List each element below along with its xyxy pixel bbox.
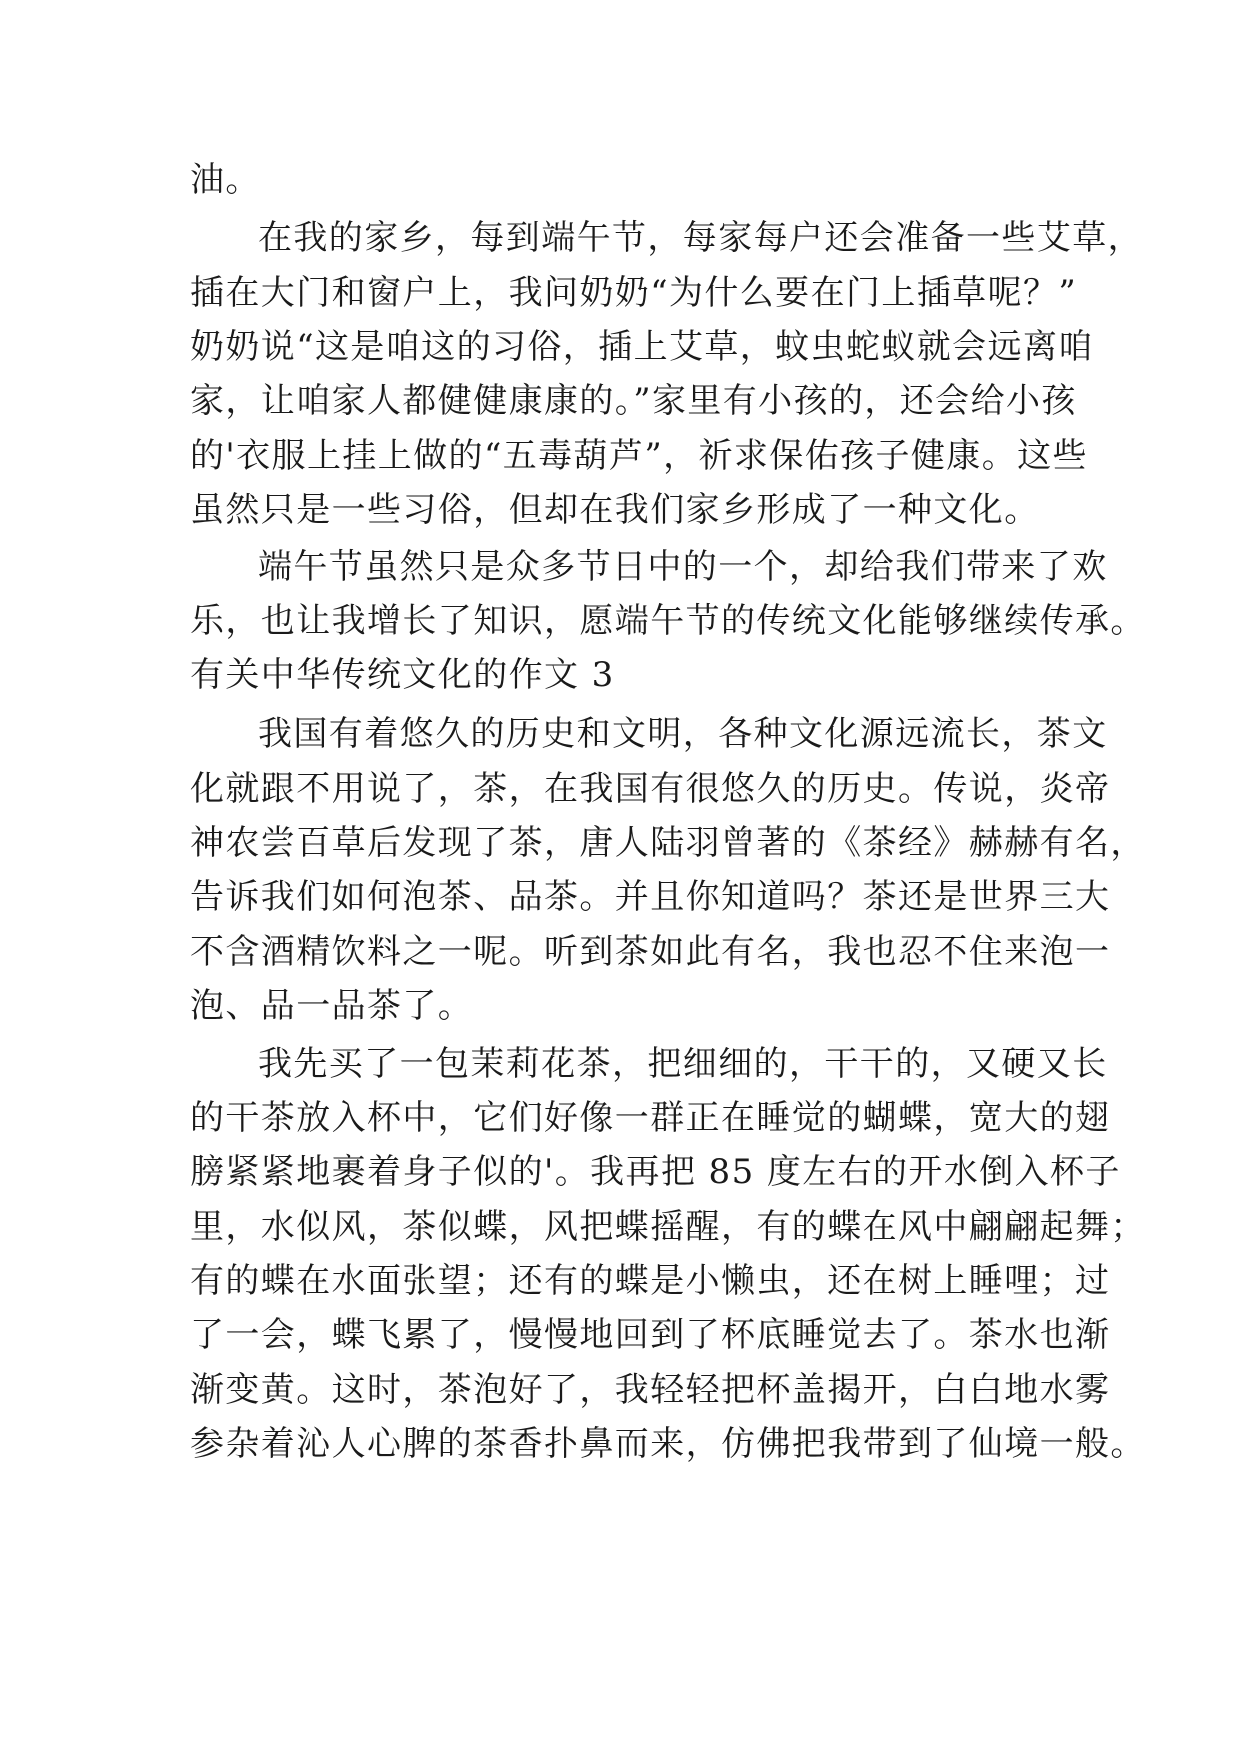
text-line: 不含酒精饮料之一呢。听到茶如此有名，我也忍不住来泡一	[190, 932, 1111, 972]
text-line: 奶奶说“这是咱这的习俗，插上艾草，蚊虫蛇蚁就会远离咱	[190, 327, 1094, 367]
text-line: 膀紧紧地裹着身子似的'。我再把 85 度左右的开水倒入杯子	[190, 1152, 1121, 1192]
text-line: 油。	[190, 160, 261, 200]
paragraph-start-line: 我国有着悠久的历史和文明，各种文化源远流长，茶文	[258, 714, 1108, 754]
text-line: 的干茶放入杯中，它们好像一群正在睡觉的蝴蝶，宽大的翅	[190, 1098, 1111, 1138]
paragraph-start-line: 我先买了一包茉莉花茶，把细细的，干干的，又硬又长	[258, 1044, 1108, 1084]
text-line: 乐，也让我增长了知识，愿端午节的传统文化能够继续传承。	[190, 601, 1146, 641]
text-line: 告诉我们如何泡茶、品茶。并且你知道吗？茶还是世界三大	[190, 877, 1111, 917]
paragraph-start-line: 端午节虽然只是众多节日中的一个，却给我们带来了欢	[258, 547, 1108, 587]
text-line: 参杂着沁人心脾的茶香扑鼻而来，仿佛把我带到了仙境一般。	[190, 1424, 1146, 1464]
text-line: 家，让咱家人都健健康康的。”家里有小孩的，还会给小孩	[190, 381, 1077, 421]
text-line: 神农尝百草后发现了茶，唐人陆羽曾著的《茶经》赫赫有名，	[190, 823, 1146, 863]
text-line: 渐变黄。这时，茶泡好了，我轻轻把杯盖揭开，白白地水雾	[190, 1370, 1111, 1410]
text-line: 化就跟不用说了，茶，在我国有很悠久的历史。传说，炎帝	[190, 769, 1111, 809]
text-line: 的'衣服上挂上做的“五毒葫芦”，祈求保佑孩子健康。这些	[190, 436, 1088, 476]
paragraph-start-line: 在我的家乡，每到端午节，每家每户还会准备一些艾草，	[258, 218, 1143, 258]
text-line: 有的蝶在水面张望；还有的蝶是小懒虫，还在树上睡哩；过	[190, 1261, 1111, 1301]
text-line: 虽然只是一些习俗，但却在我们家乡形成了一种文化。	[190, 490, 1040, 530]
section-heading: 有关中华传统文化的作文 3	[190, 655, 615, 695]
text-line: 里，水似风，茶似蝶，风把蝶摇醒，有的蝶在风中翩翩起舞；	[190, 1207, 1146, 1247]
text-line: 泡、品一品茶了。	[190, 986, 474, 1026]
text-line: 插在大门和窗户上，我问奶奶“为什么要在门上插草呢？”	[190, 273, 1078, 313]
text-line: 了一会，蝶飞累了，慢慢地回到了杯底睡觉去了。茶水也渐	[190, 1315, 1111, 1355]
